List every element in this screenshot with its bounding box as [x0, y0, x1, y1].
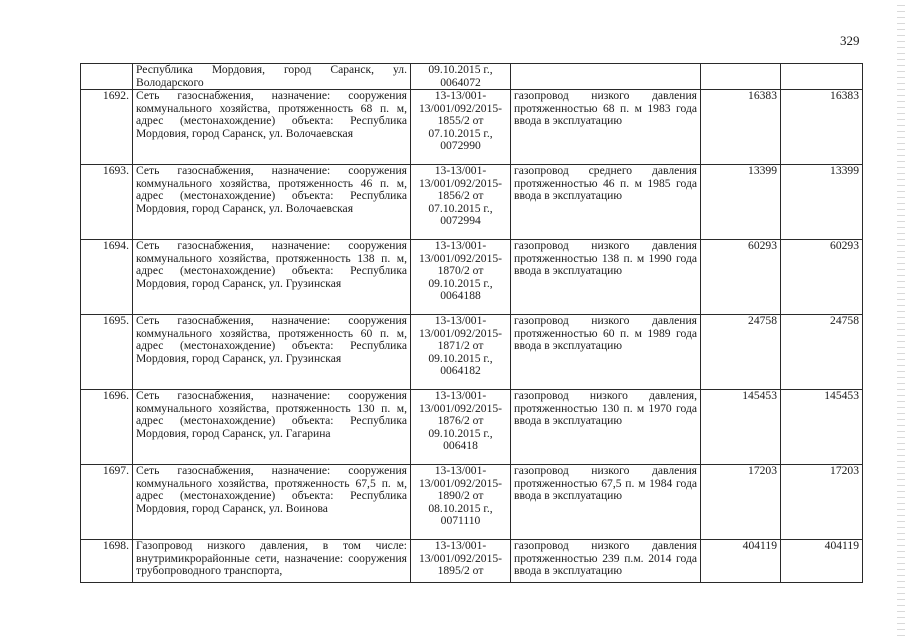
- object-description: газопровод низкого давления протяженностью 60 п. м 1989 года ввода в эксплуатацию: [511, 315, 701, 390]
- page-number: 329: [840, 33, 860, 48]
- row-number: 1697.: [81, 465, 133, 540]
- value-cell-2: 60293: [781, 240, 863, 315]
- value-cell-1: 13399: [701, 165, 781, 240]
- row-number: 1698.: [81, 540, 133, 583]
- row-number: 1695.: [81, 315, 133, 390]
- object-name: Сеть газоснабжения, назначение: сооружения коммунального хозяйства, протяженность 46 п. м, адрес (местонахождение) объекта: Республика Мордовия, город Саранск, ул. Волочаевская: [133, 165, 411, 240]
- table-row: [81, 64, 863, 90]
- value-cell-1: 404119: [701, 540, 781, 583]
- table-row: [81, 90, 863, 165]
- table-row: [81, 465, 863, 540]
- registration-record: 13-13/001-13/001/092/2015-1895/2 от: [411, 540, 511, 583]
- object-description: газопровод низкого давления протяженностью 138 п. м 1990 года ввода в эксплуатацию: [511, 240, 701, 315]
- object-name: Газопровод низкого давления, в том числе: внутримикрорайонные сети, назначение: сооружения трубопроводного транспорта,: [133, 540, 411, 583]
- value-cell-1: 17203: [701, 465, 781, 540]
- registration-record: 13-13/001-13/001/092/2015-1890/2 от 08.10.2015 г., 0071110: [411, 465, 511, 540]
- property-registry-table: [80, 63, 863, 583]
- row-number: 1696.: [81, 390, 133, 465]
- value-cell-2: 145453: [781, 390, 863, 465]
- table-row: [81, 390, 863, 465]
- registration-record: 13-13/001-13/001/092/2015-1870/2 от 09.10.2015 г., 0064188: [411, 240, 511, 315]
- object-description: газопровод среднего давления протяженностью 46 п. м 1985 года ввода в эксплуатацию: [511, 165, 701, 240]
- scan-edge-artifact: [897, 0, 905, 640]
- object-description: газопровод низкого давления, протяженностью 130 п. м 1970 года ввода в эксплуатацию: [511, 390, 701, 465]
- object-name: Сеть газоснабжения, назначение: сооружения коммунального хозяйства, протяженность 138 п. м, адрес (местонахождение) объекта: Республика Мордовия, город Саранск, ул. Грузинская: [133, 240, 411, 315]
- value-cell-1: 60293: [701, 240, 781, 315]
- object-description: [511, 64, 701, 90]
- row-number: 1694.: [81, 240, 133, 315]
- object-name: Сеть газоснабжения, назначение: сооружения коммунального хозяйства, протяженность 60 п. м, адрес (местонахождение) объекта: Республика Мордовия, город Саранск, ул. Грузинская: [133, 315, 411, 390]
- value-cell-2: 24758: [781, 315, 863, 390]
- object-description: газопровод низкого давления протяженностью 67,5 п. м 1984 года ввода в эксплуатацию: [511, 465, 701, 540]
- registration-record: 13-13/001-13/001/092/2015-1855/2 от 07.10.2015 г., 0072990: [411, 90, 511, 165]
- object-name: Сеть газоснабжения, назначение: сооружения коммунального хозяйства, протяженность 130 п. м, адрес (местонахождение) объекта: Республика Мордовия, город Саранск, ул. Гагарина: [133, 390, 411, 465]
- value-cell-1: 16383: [701, 90, 781, 165]
- object-description: газопровод низкого давления протяженностью 239 п.м. 2014 года ввода в эксплуатацию: [511, 540, 701, 583]
- value-cell-1: [701, 64, 781, 90]
- value-cell-2: 17203: [781, 465, 863, 540]
- table-row: [81, 540, 863, 583]
- value-cell-2: 13399: [781, 165, 863, 240]
- value-cell-1: 24758: [701, 315, 781, 390]
- value-cell-1: 145453: [701, 390, 781, 465]
- value-cell-2: 16383: [781, 90, 863, 165]
- table-row: [81, 165, 863, 240]
- object-description: газопровод низкого давления протяженностью 68 п. м 1983 года ввода в эксплуатацию: [511, 90, 701, 165]
- object-name: Сеть газоснабжения, назначение: сооружения коммунального хозяйства, протяженность 67,5 п. м, адрес (местонахождение) объекта: Республика Мордовия, город Саранск, ул. Воинова: [133, 465, 411, 540]
- value-cell-2: 404119: [781, 540, 863, 583]
- table-row: [81, 315, 863, 390]
- row-number: [81, 64, 133, 90]
- row-number: 1693.: [81, 165, 133, 240]
- registration-record: 13-13/001-13/001/092/2015-1871/2 от 09.10.2015 г., 0064182: [411, 315, 511, 390]
- value-cell-2: [781, 64, 863, 90]
- row-number: 1692.: [81, 90, 133, 165]
- registration-record: 13-13/001-13/001/092/2015-1876/2 от 09.10.2015 г., 006418: [411, 390, 511, 465]
- registration-record: 13-13/001-13/001/092/2015-1856/2 от 07.10.2015 г., 0072994: [411, 165, 511, 240]
- object-name: Сеть газоснабжения, назначение: сооружения коммунального хозяйства, протяженность 68 п. м, адрес (местонахождение) объекта: Республика Мордовия, город Саранск, ул. Волочаевская: [133, 90, 411, 165]
- table-row: [81, 240, 863, 315]
- object-name: Республика Мордовия, город Саранск, ул. Володарского: [133, 64, 411, 90]
- registration-record: 09.10.2015 г., 0064072: [411, 64, 511, 90]
